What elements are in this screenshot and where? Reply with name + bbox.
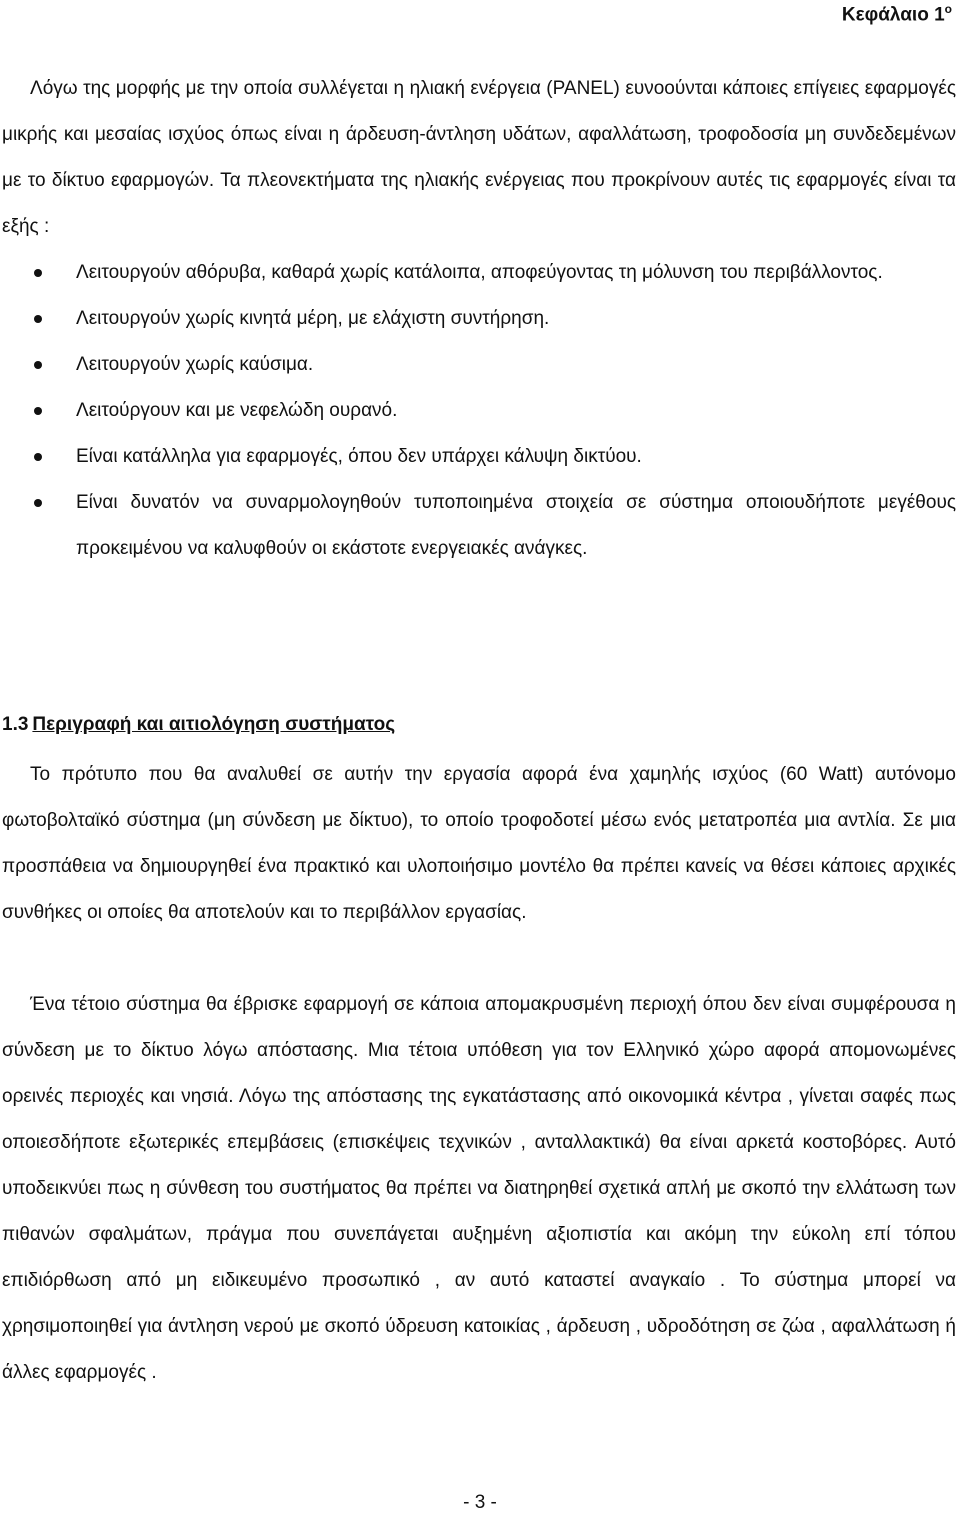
list-item <box>0 480 956 572</box>
list-item-text: Λειτουργούν αθόρυβα, καθαρά χωρίς κατάλοιπα, αποφεύγοντας τη μόλυνση του περιβάλλοντος. <box>76 262 883 283</box>
list-item <box>0 434 956 480</box>
list-item <box>0 342 956 388</box>
bullet-icon <box>34 453 42 461</box>
system-description-paragraph: Το πρότυπο που θα αναλυθεί σε αυτήν την εργασία αφορά ένα χαμηλής ισχύος (60 Watt) αυτόνομο φωτοβολταϊκό σύστημα (μη σύνδεση με δίκτυο), το οποίο τροφοδοτεί μέσω ενός μετατροπέα μια αντλία. Σε μια προσπάθεια να δημιουργηθεί ένα πρακτικό και υλοποιήσιμο μοντέλο θα πρέπει κανείς να θέσει κάποιες αρχικές συνθήκες οι οποίες θα αποτελούν και το περιβάλλον εργασίας. <box>2 764 956 923</box>
list-item-text: Λειτουργούν χωρίς καύσιμα. <box>76 354 314 375</box>
list-item <box>0 250 956 296</box>
bullet-icon <box>34 499 42 507</box>
section-number: 1.3 <box>2 714 29 735</box>
bullet-icon <box>34 361 42 369</box>
chapter-superscript: ο <box>944 2 952 16</box>
chapter-label: Κεφάλαιο 1 <box>841 4 945 26</box>
chapter-header <box>842 2 952 26</box>
list-item-text: Λειτούργουν και με νεφελώδη ουρανό. <box>76 400 398 421</box>
list-item <box>0 296 956 342</box>
list-item <box>0 388 956 434</box>
list-item-text: Είναι δυνατόν να συναρμολογηθούν τυποποιημένα στοιχεία σε σύστημα οποιουδήποτε μεγέθους προκειμένου να καλυφθούν οι εκάστοτε ενεργειακές ανάγκες. <box>76 492 956 559</box>
bullet-icon <box>34 407 42 415</box>
bullet-icon <box>34 269 42 277</box>
intro-paragraph: Λόγω της μορφής με την οποία συλλέγεται η ηλιακή ενέργεια (PANEL) ευνοούνται κάποιες επίγειες εφαρμογές μικρής και μεσαίας ισχύος όπως είναι η άρδευση-άντληση υδάτων, αφαλλάτωση, τροφοδοσία μη συνδεδεμένων με το δίκτυο εφαρμογών. Τα πλεονεκτήματα της ηλιακής ενέργειας που προκρίνουν αυτές τις εφαρμογές είναι τα εξής : <box>2 78 956 237</box>
section-title: Περιγραφή και αιτιολόγηση συστήματος <box>32 714 396 735</box>
section-heading <box>2 702 395 748</box>
list-item-text: Λειτουργούν χωρίς κινητά μέρη, με ελάχιστη συντήρηση. <box>76 308 550 329</box>
page-number: - 3 - <box>463 1492 497 1513</box>
advantages-list <box>0 250 956 572</box>
application-paragraph: Ένα τέτοιο σύστημα θα έβρισκε εφαρμογή σε κάποια απομακρυσμένη περιοχή όπου δεν είναι συμφέρουσα η σύνδεση με το δίκτυο λόγω απόστασης. Μια τέτοια υπόθεση για τον Ελληνικό χώρο αφορά απομονωμένες ορεινές περιοχές και νησιά. Λόγω της απόστασης της εγκατάστασης από οικονομικά κέντρα , γίνεται σαφές πως οποιεσδήποτε εξωτερικές επεμβάσεις (επισκέψεις τεχνικών , ανταλλακτικά) θα είναι αρκετά κοστοβόρες. Αυτό υποδεικνύει πως η σύνθεση του συστήματος θα πρέπει να διατηρηθεί σχετικά απλή με σκοπό την ελλάτωση των πιθανών σφαλμάτων, πράγμα που συνεπάγεται αυξημένη αξιοπιστία και ακόμη την εύκολη επί τόπου επιδιόρθωση από μη ειδικευμένο προσωπικό , αν αυτό καταστεί αναγκαίο . Το σύστημα μπορεί να χρησιμοποιηθεί για άντληση νερού με σκοπό ύδρευση κατοικίας , άρδευση , υδροδότηση σε ζώα , αφαλλάτωση ή άλλες εφαρμογές . <box>2 994 956 1383</box>
bullet-icon <box>34 315 42 323</box>
list-item-text: Είναι κατάλληλα για εφαρμογές, όπου δεν υπάρχει κάλυψη δικτύου. <box>76 446 642 467</box>
